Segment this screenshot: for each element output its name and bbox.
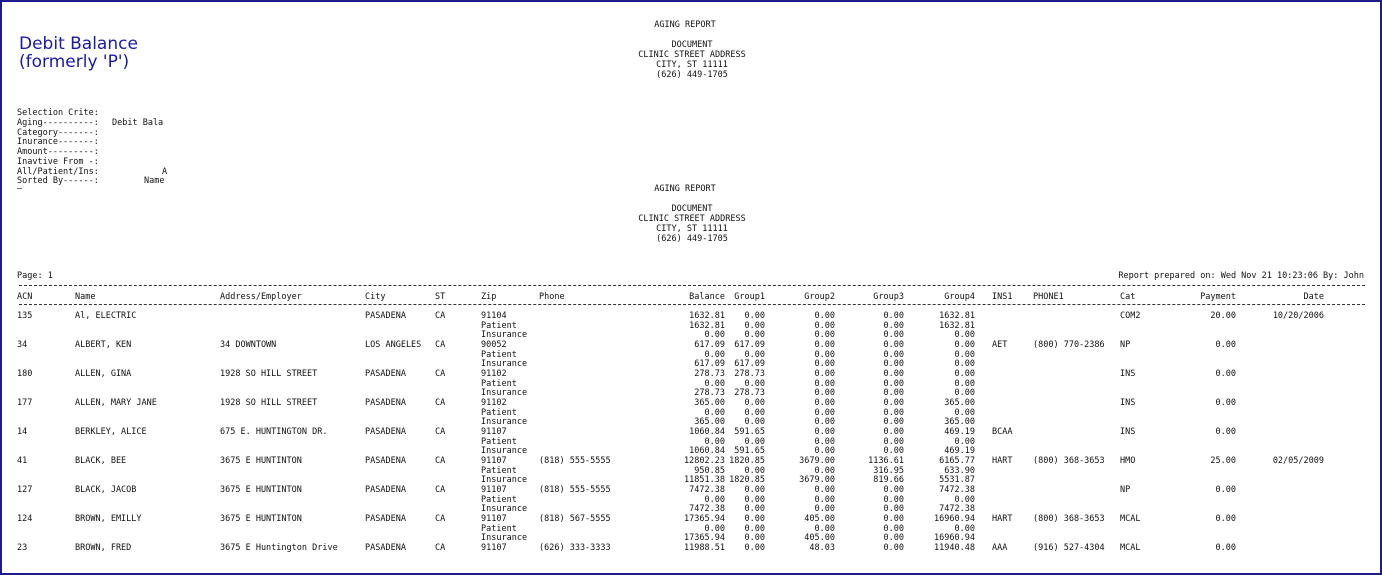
group3-cell: 0.00 — [883, 523, 904, 534]
balance-cell: 950.85 — [694, 465, 725, 476]
group3-cell: 819.66 — [873, 475, 904, 486]
name-cell: Al, ELECTRIC — [75, 311, 137, 321]
phone-cell: (626) 333-3333 — [539, 543, 611, 553]
group3-cell: 0.00 — [883, 369, 904, 379]
group1-cell: 0.00 — [744, 465, 765, 476]
city-cell: LOS ANGELES — [365, 340, 422, 350]
group1-cell: 0.00 — [744, 320, 765, 331]
balance-cell: 1060.84 — [689, 427, 725, 437]
phone1-cell: (800) 368-3653 — [1033, 456, 1105, 466]
cat-cell: HMO — [1120, 456, 1136, 466]
col-header-payment: Payment — [1200, 292, 1236, 302]
group3-cell: 0.00 — [883, 485, 904, 495]
patient-label: Patient — [481, 378, 517, 389]
group4-cell: 0.00 — [954, 349, 975, 360]
ins1-cell: AET — [992, 340, 1008, 350]
name-cell: BROWN, EMILLY — [75, 514, 142, 524]
group4-cell: 0.00 — [954, 359, 975, 370]
payment-cell: 0.00 — [1215, 514, 1236, 524]
group4-cell: 5531.87 — [939, 475, 975, 486]
group4-cell: 0.00 — [954, 340, 975, 350]
balance-cell: 0.00 — [704, 330, 725, 341]
state-cell: CA — [435, 427, 446, 437]
zip-cell: 91107 — [481, 456, 507, 466]
ins1-cell: HART — [992, 456, 1013, 466]
group1-cell: 278.73 — [734, 369, 765, 379]
address-cell: 1928 SO HILL STREET — [220, 398, 318, 408]
group1-cell: 591.65 — [734, 446, 765, 457]
cat-cell: MCAL — [1120, 514, 1141, 524]
report-type-title — [19, 35, 138, 71]
group2-cell: 0.00 — [814, 523, 835, 534]
group1-cell: 0.00 — [744, 436, 765, 447]
city-cell: PASADENA — [365, 427, 406, 437]
col-header-balance: Balance — [689, 292, 725, 302]
page-number: Page: 1 — [17, 271, 53, 281]
payment-cell: 20.00 — [1210, 311, 1236, 321]
date-cell: 02/05/2009 — [1272, 456, 1324, 466]
acn-cell: 127 — [17, 485, 33, 495]
group3-cell: 0.00 — [883, 320, 904, 331]
name-cell: ALLEN, MARY JANE — [75, 398, 157, 408]
payment-cell: 0.00 — [1215, 340, 1236, 350]
group2-cell: 0.00 — [814, 349, 835, 360]
selection-label: All/Patient/Ins: — [17, 166, 99, 177]
group2-cell: 3679.00 — [799, 456, 835, 466]
cat-cell: MCAL — [1120, 543, 1141, 553]
zip-cell: 91107 — [481, 514, 507, 524]
group2-cell: 0.00 — [814, 417, 835, 428]
group2-cell: 0.00 — [814, 407, 835, 418]
address-cell: 3675 E HUNTINTON — [220, 485, 302, 495]
address-cell: 1928 SO HILL STREET — [220, 369, 318, 379]
balance-cell: 0.00 — [704, 523, 725, 534]
group4-cell: 11940.48 — [934, 543, 975, 553]
group1-cell: 0.00 — [744, 533, 765, 544]
group1-cell: 278.73 — [734, 388, 765, 399]
group1-cell: 0.00 — [744, 407, 765, 418]
balance-cell: 11988.51 — [684, 543, 725, 553]
insurance-label: Insurance — [481, 417, 528, 428]
group3-cell: 0.00 — [883, 514, 904, 524]
balance-cell: 1632.81 — [689, 311, 725, 321]
payment-cell: 0.00 — [1215, 398, 1236, 408]
insurance-label: Insurance — [481, 446, 528, 457]
patient-label: Patient — [481, 494, 517, 505]
group3-cell: 0.00 — [883, 407, 904, 418]
insurance-label: Insurance — [481, 504, 528, 515]
balance-cell: 617.09 — [694, 359, 725, 370]
clinic-phone: (626) 449-1705 — [656, 234, 728, 244]
prepared-on: Report prepared on: Wed Nov 21 10:23:06 By: John — [1118, 271, 1364, 281]
col-header-group1: Group1 — [734, 292, 765, 302]
group1-cell: 617.09 — [734, 340, 765, 350]
address-cell: 3675 E Huntington Drive — [220, 543, 338, 553]
group2-cell: 0.00 — [814, 378, 835, 389]
cat-cell: NP — [1120, 340, 1131, 350]
group2-cell: 0.00 — [814, 369, 835, 379]
balance-cell: 365.00 — [694, 417, 725, 428]
payment-cell: 25.00 — [1210, 456, 1236, 466]
balance-cell: 0.00 — [704, 349, 725, 360]
group2-cell: 405.00 — [804, 533, 835, 544]
acn-cell: 135 — [17, 311, 33, 321]
col-header-phone: Phone — [539, 292, 565, 302]
balance-cell: 7472.38 — [689, 504, 725, 515]
clinic-address: CLINIC STREET ADDRESS — [638, 214, 746, 224]
group1-cell: 617.09 — [734, 359, 765, 370]
balance-cell: 11851.38 — [684, 475, 725, 486]
group3-cell: 0.00 — [883, 398, 904, 408]
group1-cell: 0.00 — [744, 330, 765, 341]
selection-label: Inurance-------: — [17, 137, 99, 148]
group3-cell: 0.00 — [883, 427, 904, 437]
balance-cell: 365.00 — [694, 398, 725, 408]
group3-cell: 0.00 — [883, 436, 904, 447]
payment-cell: 0.00 — [1215, 485, 1236, 495]
group2-cell: 0.00 — [814, 388, 835, 399]
group2-cell: 0.00 — [814, 340, 835, 350]
col-header-group2: Group2 — [804, 292, 835, 302]
balance-cell: 1632.81 — [689, 320, 725, 331]
group3-cell: 0.00 — [883, 417, 904, 428]
col-header-group3: Group3 — [873, 292, 904, 302]
report-title: AGING REPORT — [654, 20, 716, 30]
group1-cell: 0.00 — [744, 523, 765, 534]
group2-cell: 0.00 — [814, 436, 835, 447]
group3-cell: 0.00 — [883, 330, 904, 341]
group2-cell: 0.00 — [814, 398, 835, 408]
cat-cell: COM2 — [1120, 311, 1141, 321]
group3-cell: 0.00 — [883, 359, 904, 370]
balance-cell: 0.00 — [704, 378, 725, 389]
col-header-zip: Zip — [481, 292, 497, 302]
city-cell: PASADENA — [365, 514, 406, 524]
group1-cell: 0.00 — [744, 485, 765, 495]
acn-cell: 14 — [17, 427, 28, 437]
col-header-date: Date — [1303, 292, 1324, 302]
name-cell: ALBERT, KEN — [75, 340, 132, 350]
balance-cell: 0.00 — [704, 436, 725, 447]
group1-cell: 0.00 — [744, 504, 765, 515]
group3-cell: 0.00 — [883, 494, 904, 505]
selection-label: Inavtive From -: — [17, 156, 99, 167]
group1-cell: 0.00 — [744, 417, 765, 428]
document-label: DOCUMENT — [671, 40, 713, 50]
clinic-city: CITY, ST 11111 — [656, 60, 728, 70]
col-header-phone1: PHONE1 — [1033, 292, 1064, 302]
city-cell: PASADENA — [365, 398, 406, 408]
group4-cell: 6165.77 — [939, 456, 975, 466]
group4-cell: 0.00 — [954, 436, 975, 447]
group4-cell: 0.00 — [954, 388, 975, 399]
group3-cell: 0.00 — [883, 378, 904, 389]
state-cell: CA — [435, 456, 446, 466]
group1-cell: 0.00 — [744, 378, 765, 389]
selection-value: Name — [144, 176, 165, 187]
balance-cell: 278.73 — [694, 369, 725, 379]
group1-cell: 0.00 — [744, 311, 765, 321]
group4-cell: 1632.81 — [939, 311, 975, 321]
insurance-label: Insurance — [481, 533, 528, 544]
group3-cell: 0.00 — [883, 340, 904, 350]
phone-cell: (818) 555-5555 — [539, 485, 611, 495]
group4-cell: 0.00 — [954, 523, 975, 534]
city-cell: PASADENA — [365, 485, 406, 495]
payment-cell: 0.00 — [1215, 369, 1236, 379]
group1-cell: 1820.85 — [729, 475, 765, 486]
payment-cell: 0.00 — [1215, 427, 1236, 437]
selection-value: Debit Bala — [112, 118, 164, 128]
group3-cell: 316.95 — [873, 465, 904, 476]
state-cell: CA — [435, 398, 446, 408]
selection-label: Aging----------: — [17, 118, 99, 128]
group4-cell: 7472.38 — [939, 504, 975, 515]
selection-value: A — [162, 166, 168, 177]
name-cell: ALLEN, GINA — [75, 369, 132, 379]
balance-cell: 7472.38 — [689, 485, 725, 495]
group2-cell: 48.03 — [809, 543, 835, 553]
group2-cell: 0.00 — [814, 359, 835, 370]
name-cell: BERKLEY, ALICE — [75, 427, 147, 437]
group3-cell: 0.00 — [883, 533, 904, 544]
date-cell: 10/20/2006 — [1272, 311, 1324, 321]
acn-cell: 124 — [17, 514, 33, 524]
name-cell: BLACK, BEE — [75, 456, 127, 466]
group4-cell: 0.00 — [954, 407, 975, 418]
insurance-label: Insurance — [481, 388, 528, 399]
acn-cell: 41 — [17, 456, 28, 466]
address-cell: 34 DOWNTOWN — [220, 340, 277, 350]
state-cell: CA — [435, 514, 446, 524]
cat-cell: INS — [1120, 369, 1136, 379]
selection-title: Selection Crite: — [17, 108, 99, 118]
clinic-address: CLINIC STREET ADDRESS — [638, 50, 746, 60]
group4-cell: 7472.38 — [939, 485, 975, 495]
selection-label: Category-------: — [17, 127, 99, 138]
col-header-group4: Group4 — [944, 292, 975, 302]
ins1-cell: BCAA — [992, 427, 1013, 437]
city-cell: PASADENA — [365, 456, 406, 466]
group1-cell: 0.00 — [744, 494, 765, 505]
phone-cell: (818) 567-5555 — [539, 514, 611, 524]
acn-cell: 180 — [17, 369, 33, 379]
balance-cell: 617.09 — [694, 340, 725, 350]
group4-cell: 16960.94 — [934, 533, 975, 544]
col-header-ins1: INS1 — [992, 292, 1013, 302]
report-type-line1: Debit Balance — [19, 34, 138, 54]
group1-cell: 0.00 — [744, 398, 765, 408]
document-label: DOCUMENT — [671, 204, 713, 214]
payment-cell: 0.00 — [1215, 543, 1236, 553]
selection-label: Amount---------: — [17, 147, 99, 158]
group3-cell: 1136.61 — [868, 456, 904, 466]
group4-cell: 0.00 — [954, 494, 975, 505]
group1-cell: 591.65 — [734, 427, 765, 437]
insurance-label: Insurance — [481, 330, 528, 341]
group1-cell: 0.00 — [744, 514, 765, 524]
address-cell: 3675 E HUNTINTON — [220, 514, 302, 524]
group4-cell: 0.00 — [954, 369, 975, 379]
report-title: AGING REPORT — [654, 184, 716, 194]
group2-cell: 0.00 — [814, 485, 835, 495]
zip-cell: 91102 — [481, 398, 507, 408]
group4-cell: 469.19 — [944, 446, 975, 457]
group2-cell: 0.00 — [814, 427, 835, 437]
clinic-phone: (626) 449-1705 — [656, 70, 728, 80]
insurance-label: Insurance — [481, 475, 528, 486]
group3-cell: 0.00 — [883, 543, 904, 553]
state-cell: CA — [435, 485, 446, 495]
group4-cell: 0.00 — [954, 378, 975, 389]
ins1-cell: HART — [992, 514, 1013, 524]
group2-cell: 0.00 — [814, 494, 835, 505]
balance-cell: 17365.94 — [684, 533, 725, 544]
group3-cell: 0.00 — [883, 311, 904, 321]
balance-cell: 1060.84 — [689, 446, 725, 457]
patient-label: Patient — [481, 436, 517, 447]
group3-cell: 0.00 — [883, 349, 904, 360]
group2-cell: 0.00 — [814, 330, 835, 341]
zip-cell: 91102 — [481, 369, 507, 379]
group4-cell: 633.90 — [944, 465, 975, 476]
balance-cell: 0.00 — [704, 494, 725, 505]
state-cell: CA — [435, 311, 446, 321]
cat-cell: INS — [1120, 427, 1136, 437]
zip-cell: 91107 — [481, 427, 507, 437]
group2-cell: 0.00 — [814, 311, 835, 321]
state-cell: CA — [435, 369, 446, 379]
divider — [19, 285, 1365, 286]
zip-cell: 91107 — [481, 543, 507, 553]
group4-cell: 365.00 — [944, 417, 975, 428]
city-cell: PASADENA — [365, 543, 406, 553]
acn-cell: 177 — [17, 398, 33, 408]
zip-cell: 90052 — [481, 340, 507, 350]
group4-cell: 0.00 — [954, 330, 975, 341]
col-header-name: Name — [75, 292, 96, 302]
group1-cell: 0.00 — [744, 543, 765, 553]
state-cell: CA — [435, 340, 446, 350]
patient-label: Patient — [481, 465, 517, 476]
zip-cell: 91107 — [481, 485, 507, 495]
group3-cell: 0.00 — [883, 504, 904, 515]
group2-cell: 0.00 — [814, 446, 835, 457]
group2-cell: 0.00 — [814, 320, 835, 331]
ins1-cell: AAA — [992, 543, 1008, 553]
patient-label: Patient — [481, 349, 517, 360]
balance-cell: 17365.94 — [684, 514, 725, 524]
name-cell: BROWN, FRED — [75, 543, 132, 553]
selection-trailer: – — [17, 184, 23, 194]
balance-cell: 12802.23 — [684, 456, 725, 466]
patient-label: Patient — [481, 523, 517, 534]
phone1-cell: (800) 368-3653 — [1033, 514, 1105, 524]
address-cell: 3675 E HUNTINTON — [220, 456, 302, 466]
acn-cell: 23 — [17, 543, 28, 553]
patient-label: Patient — [481, 407, 517, 418]
report-type-line2: (formerly 'P') — [19, 52, 130, 72]
name-cell: BLACK, JACOB — [75, 485, 137, 495]
city-cell: PASADENA — [365, 311, 406, 321]
group2-cell: 405.00 — [804, 514, 835, 524]
zip-cell: 91104 — [481, 311, 507, 321]
balance-cell: 0.00 — [704, 407, 725, 418]
col-header-acn: ACN — [17, 292, 33, 302]
acn-cell: 34 — [17, 340, 28, 350]
col-header-address: Address/Employer — [220, 292, 302, 302]
cat-cell: NP — [1120, 485, 1131, 495]
selection-label: Sorted By------: — [17, 176, 99, 187]
group4-cell: 16960.94 — [934, 514, 975, 524]
divider — [19, 304, 1365, 305]
patient-label: Patient — [481, 320, 517, 331]
group1-cell: 1820.85 — [729, 456, 765, 466]
address-cell: 675 E. HUNTINGTON DR. — [220, 427, 328, 437]
col-header-city: City — [365, 292, 386, 302]
phone1-cell: (916) 527-4304 — [1033, 543, 1105, 553]
phone-cell: (818) 555-5555 — [539, 456, 611, 466]
insurance-label: Insurance — [481, 359, 528, 370]
phone1-cell: (800) 770-2386 — [1033, 340, 1105, 350]
col-header-cat: Cat — [1120, 292, 1136, 302]
group3-cell: 0.00 — [883, 446, 904, 457]
group1-cell: 0.00 — [744, 349, 765, 360]
col-header-st: ST — [435, 292, 446, 302]
group4-cell: 469.19 — [944, 427, 975, 437]
city-cell: PASADENA — [365, 369, 406, 379]
cat-cell: INS — [1120, 398, 1136, 408]
group4-cell: 365.00 — [944, 398, 975, 408]
group2-cell: 3679.00 — [799, 475, 835, 486]
state-cell: CA — [435, 543, 446, 553]
group2-cell: 0.00 — [814, 465, 835, 476]
group3-cell: 0.00 — [883, 388, 904, 399]
group2-cell: 0.00 — [814, 504, 835, 515]
balance-cell: 278.73 — [694, 388, 725, 399]
group4-cell: 1632.81 — [939, 320, 975, 331]
clinic-city: CITY, ST 11111 — [656, 224, 728, 234]
